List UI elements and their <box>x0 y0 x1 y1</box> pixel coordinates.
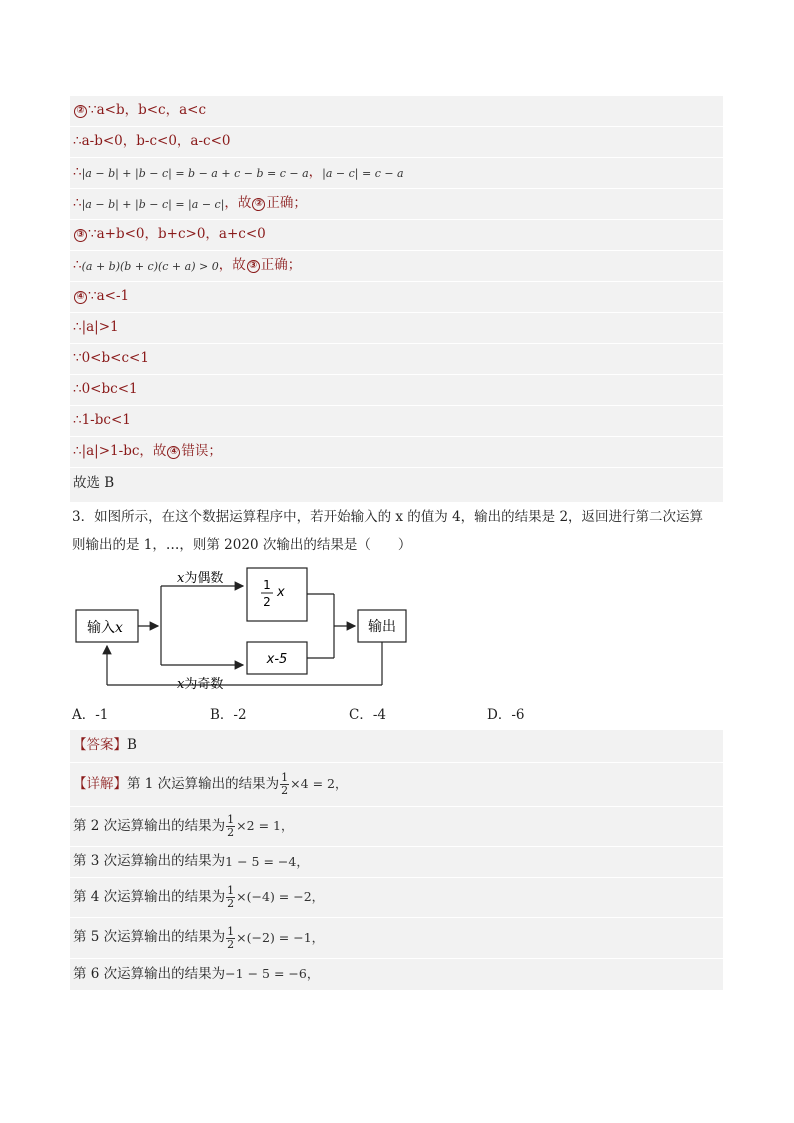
solution-line <box>70 406 723 437</box>
option-c: C．-4 <box>349 707 386 723</box>
even-condition: 为偶数 <box>184 571 224 586</box>
solution-line <box>70 313 723 344</box>
row-text: 第 2 次运算输出的结果为 <box>73 817 226 834</box>
step-text: 正确； <box>260 257 302 274</box>
fraction: $\frac{1}{2}$ <box>227 924 235 951</box>
math-expression: ×(−2) = −1， <box>236 929 325 945</box>
minus-expression: x-5 <box>266 652 288 667</box>
math-expression: 1 − 5 = −4， <box>225 853 309 869</box>
circled-number: ③ <box>74 229 87 242</box>
answer-value: B <box>127 737 137 754</box>
question-line-2: 则输出的是 1，…，则第 2020 次输出的结果是（ ） <box>72 537 412 553</box>
detail-label: 【详解】 <box>73 775 127 792</box>
solution-line <box>70 282 723 313</box>
solution-line <box>70 437 723 468</box>
answer-label: 【答案】 <box>73 737 127 754</box>
detail-row <box>70 918 723 959</box>
fraction: $\frac{1}{2}$ <box>281 771 289 797</box>
fraction: $\frac{1}{2}$ <box>227 884 235 910</box>
half-variable: x <box>277 585 285 600</box>
row-text: 第 3 次运算输出的结果为 <box>73 853 226 870</box>
output-label: 输出 <box>368 619 396 635</box>
step-text: ，故 <box>218 257 246 274</box>
circled-number: ② <box>252 198 265 211</box>
solution-line <box>70 375 723 406</box>
odd-variable: x <box>177 677 185 691</box>
solution-line <box>70 344 723 375</box>
odd-condition: 为奇数 <box>184 677 224 691</box>
solution-line <box>70 96 723 127</box>
condition-text: ∵a+b<0，b+c>0，a+c<0 <box>88 226 266 243</box>
detail-row <box>70 878 723 918</box>
svg-text:x为奇数 <box>177 676 223 691</box>
option-a: A．-1 <box>72 707 109 723</box>
step-text: ，故 <box>224 195 252 212</box>
circled-number: ④ <box>167 446 180 459</box>
row-text: 第 1 次运算输出的结果为 <box>127 775 280 792</box>
math-expression: ×4 = 2， <box>290 776 348 792</box>
step-text: 正确； <box>266 195 307 212</box>
math-expression: |a − c| = c − a <box>322 166 404 180</box>
solution-line <box>70 220 723 251</box>
step-text: ∴a-b<0，b-c<0，a-c<0 <box>73 133 231 150</box>
step-text: ∴0<bc<1 <box>73 381 138 398</box>
svg-text:输入x <box>87 620 123 636</box>
option-d: D．-6 <box>487 707 525 723</box>
step-text: 错误； <box>181 443 222 460</box>
math-expression: (a + b)(b + c)(c + a) > 0 <box>81 259 219 273</box>
circled-number: ④ <box>74 291 87 304</box>
math-expression: ×2 = 1， <box>236 818 294 834</box>
option-b: B．-2 <box>210 707 247 723</box>
condition-text: ∵a<-1 <box>88 288 130 305</box>
solution-line <box>70 251 723 282</box>
solution-line <box>70 127 723 158</box>
svg-text:x为偶数 <box>177 570 223 586</box>
half-denominator: 2 <box>263 595 271 609</box>
step-text: ∴1-bc<1 <box>73 412 131 429</box>
circled-number: ③ <box>247 260 260 273</box>
detail-row <box>70 959 723 990</box>
circled-number: ② <box>74 105 87 118</box>
input-label: 输入 <box>87 620 115 636</box>
detail-row <box>70 763 723 807</box>
fraction: $\frac{1}{2}$ <box>227 813 235 839</box>
conclusion-text: 故选 B <box>73 474 115 491</box>
row-text: 第 5 次运算输出的结果为 <box>73 929 226 946</box>
question-line-1: 3．如图所示，在这个数据运算程序中，若开始输入的 x 的值为 4，输出的结果是 2，返回进行第二次运算 <box>72 509 704 525</box>
therefore-symbol: ∴ <box>73 195 82 212</box>
math-expression: −1 − 5 = −6， <box>225 966 320 982</box>
flowchart <box>72 566 412 691</box>
half-numerator: 1 <box>263 578 271 592</box>
math-expression: ×(−4) = −2， <box>236 889 325 905</box>
detail-row <box>70 847 723 878</box>
solution-line <box>70 158 723 189</box>
condition-text: ∵a<b，b<c，a<c <box>88 102 207 119</box>
step-text: ∴|a|>1 <box>73 319 119 336</box>
therefore-symbol: ∴ <box>73 257 82 274</box>
input-variable: x <box>115 620 123 636</box>
solution-line <box>70 468 723 499</box>
separator: ， <box>308 164 323 181</box>
therefore-symbol: ∴ <box>73 164 82 181</box>
step-text: ∴|a|>1-bc，故 <box>73 443 167 460</box>
detail-row <box>70 807 723 847</box>
row-text: 第 6 次运算输出的结果为 <box>73 965 226 982</box>
step-text: ∵0<b<c<1 <box>73 350 149 367</box>
even-variable: x <box>177 571 185 586</box>
solution-line <box>70 189 723 220</box>
answer-line <box>70 730 723 763</box>
row-text: 第 4 次运算输出的结果为 <box>73 888 226 905</box>
math-expression: |a − b| + |b − c| = |a − c| <box>81 197 225 211</box>
math-expression: |a − b| + |b − c| = b − a + c − b = c − a <box>81 166 309 180</box>
